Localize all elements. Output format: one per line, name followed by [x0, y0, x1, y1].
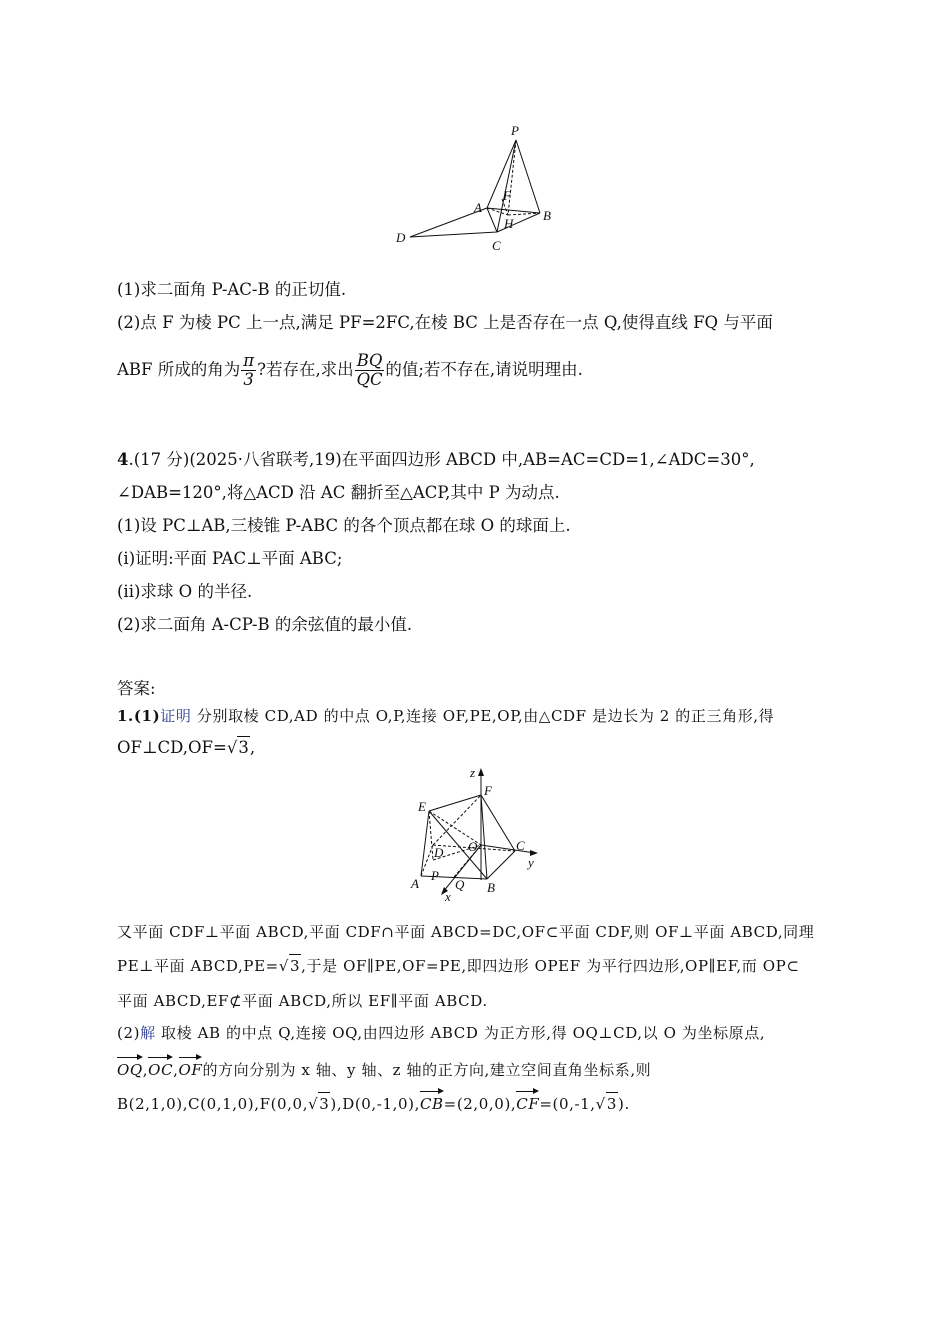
problem3-q1: (1)求二面角 P-AC-B 的正切值.	[117, 280, 347, 299]
answer-3-line2: OQ,OC,OF的方向分别为 x 轴、y 轴、z 轴的正方向,建立空间直角坐标系,则	[117, 1055, 651, 1081]
label-Q: Q	[455, 877, 465, 892]
vector-cf: CF	[516, 1089, 539, 1115]
label-B: B	[543, 208, 551, 223]
fraction-pi-over-3: $\frac{\pi}{3}$	[243, 351, 255, 389]
label-A2: A	[411, 876, 419, 891]
pyramid-figure	[390, 120, 560, 255]
label-A: A	[474, 200, 482, 215]
answer-2-line3: 平面 ABCD,EF⊄平面 ABCD,所以 EF∥平面 ABCD.	[117, 992, 488, 1010]
answer-1-line1: 1.(1)证明 分别取棱 CD,AD 的中点 O,P,连接 OF,PE,OP,由△CDF 是边长为 2 的正三角形,得	[117, 707, 775, 725]
label-z: z	[470, 765, 476, 780]
label-D2: D	[434, 845, 444, 860]
problem4-line3: (1)设 PC⊥AB,三棱锥 P-ABC 的各个顶点都在球 O 的球面上.	[117, 516, 571, 535]
label-y: y	[528, 855, 534, 870]
solid-coordinate-figure	[405, 765, 555, 905]
problem4-line2: ∠DAB=120°,将△ACD 沿 AC 翻折至△ACP,其中 P 为动点.	[117, 483, 560, 502]
label-H: H	[504, 216, 514, 231]
label-D: D	[396, 230, 406, 245]
label-C: C	[492, 238, 501, 253]
fraction-bq-over-qc: $\frac{BQ}{QC}$	[356, 351, 383, 389]
label-F2: F	[484, 783, 492, 798]
problem4-header: 4.(17 分)(2025·八省联考,19)在平面四边形 ABCD 中,AB=AC=CD=1,∠ADC=30°,	[117, 450, 755, 469]
label-O: O	[468, 839, 478, 854]
label-P: P	[511, 123, 519, 138]
label-F: F	[503, 188, 511, 203]
vector-oc: OC	[148, 1055, 173, 1081]
answer-2-line2: PE⊥平面 ABCD,PE=√3,于是 OF∥PE,OF=PE,即四边形 OPEF 为平行四边形,OP∥EF,而 OP⊂	[117, 954, 800, 977]
label-P2: P	[431, 868, 439, 883]
answer-1-line2: OF⊥CD,OF=√3,	[117, 738, 256, 757]
label-B2: B	[487, 880, 495, 895]
problem3-q2-line2: ABF 所成的角为 $\frac{\pi}{3}$ ?若存在,求出 $\frac{BQ}{QC}$ 的值;若不存在,请说明理由.	[117, 351, 583, 389]
answer-label: 答案:	[117, 679, 156, 698]
problem4-line5: (ii)求球 O 的半径.	[117, 582, 253, 601]
answer-3-line1: (2)解 取棱 AB 的中点 Q,连接 OQ,由四边形 ABCD 为正方形,得 OQ⊥CD,以 O 为坐标原点,	[117, 1024, 766, 1042]
vector-of: OF	[179, 1055, 203, 1081]
label-x: x	[445, 889, 451, 904]
answer-2-line1: 又平面 CDF⊥平面 ABCD,平面 CDF∩平面 ABCD=DC,OF⊂平面 CDF,则 OF⊥平面 ABCD,同理	[117, 923, 815, 941]
label-E: E	[418, 799, 426, 814]
vector-cb: CB	[420, 1089, 444, 1115]
solution-tag: 解	[140, 1024, 156, 1042]
problem4-line4: (i)证明:平面 PAC⊥平面 ABC;	[117, 549, 343, 568]
problem4-line6: (2)求二面角 A-CP-B 的余弦值的最小值.	[117, 615, 413, 634]
answer-3-line3: B(2,1,0),C(0,1,0),F(0,0,√3),D(0,-1,0),CB=(2,0,0),CF=(0,-1,√3).	[117, 1089, 630, 1115]
problem3-q2-line1: (2)点 F 为棱 PC 上一点,满足 PF=2FC,在棱 BC 上是否存在一点 Q,使得直线 FQ 与平面	[117, 313, 773, 332]
label-C2: C	[516, 838, 525, 853]
proof-tag: 证明	[160, 707, 192, 725]
vector-oq: OQ	[117, 1055, 143, 1081]
